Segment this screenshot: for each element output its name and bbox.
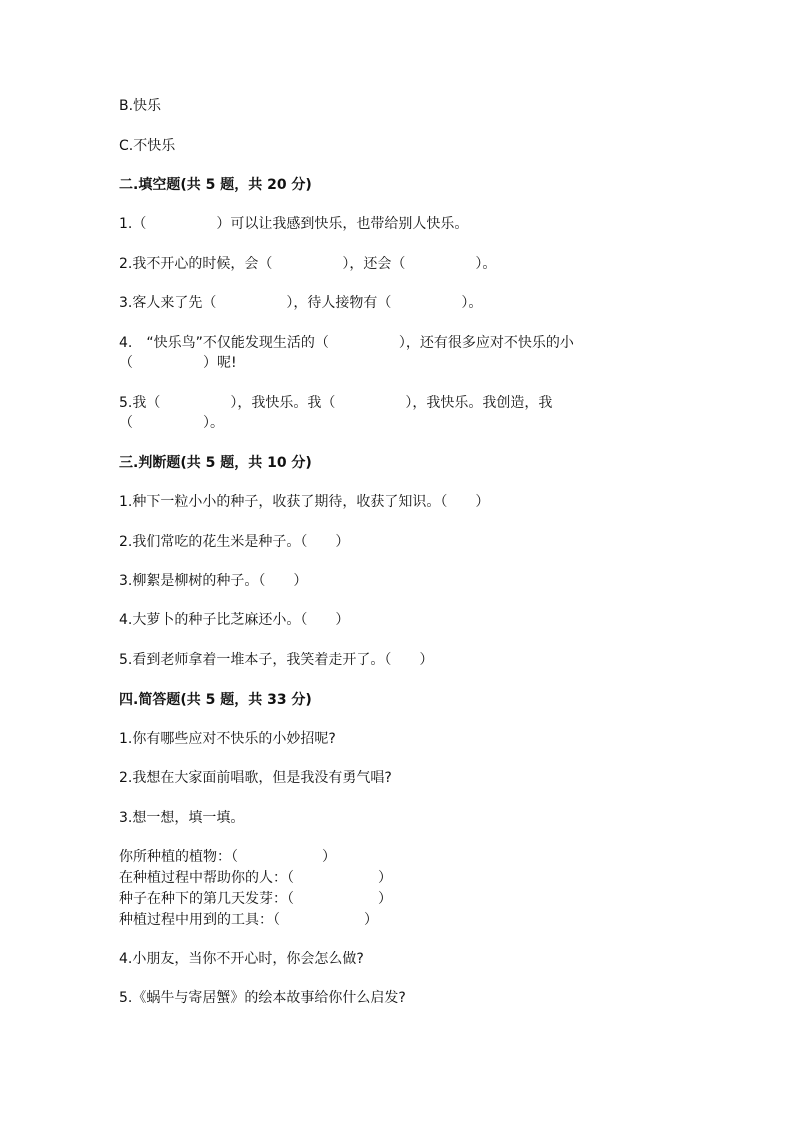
true-false-question-1: 1.种下一粒小小的种子，收获了期待，收获了知识。（ ）	[119, 494, 490, 510]
short-answer-question-1: 1.你有哪些应对不快乐的小妙招呢?	[119, 731, 336, 747]
short-answer-question-4: 4.小朋友，当你不开心时，你会怎么做?	[119, 951, 364, 967]
short-answer-question-5: 5.《蜗牛与寄居蟹》的绘本故事给你什么启发?	[119, 990, 406, 1006]
section-heading-short-answer: 四.简答题(共 5 题，共 33 分)	[119, 692, 312, 708]
short-answer-question-3-sub-3: 种子在种下的第几天发芽：（ ）	[119, 891, 392, 907]
short-answer-question-3-sub-1: 你所种植的植物：（ ）	[119, 849, 336, 865]
true-false-question-4: 4.大萝卜的种子比芝麻还小。（ ）	[119, 612, 350, 628]
fill-blank-question-5-line-2: （ ）。	[119, 415, 224, 431]
option-c: C.不快乐	[119, 138, 176, 154]
fill-blank-question-4-line-2: （ ）呢!	[119, 355, 237, 371]
fill-blank-question-2: 2.我不开心的时候，会（ ），还会（ ）。	[119, 256, 497, 272]
short-answer-question-3-sub-2: 在种植过程中帮助你的人：（ ）	[119, 870, 392, 886]
short-answer-question-2: 2.我想在大家面前唱歌，但是我没有勇气唱?	[119, 770, 392, 786]
true-false-question-3: 3.柳絮是柳树的种子。（ ）	[119, 573, 308, 589]
short-answer-question-3: 3.想一想，填一填。	[119, 810, 245, 826]
fill-blank-question-3: 3.客人来了先（ ），待人接物有（ ）。	[119, 295, 483, 311]
fill-blank-question-5-line-1: 5.我（ ），我快乐。我（ ），我快乐。我创造，我	[119, 395, 553, 411]
true-false-question-5: 5.看到老师拿着一堆本子，我笑着走开了。（ ）	[119, 652, 434, 668]
fill-blank-question-1: 1.（ ）可以让我感到快乐，也带给别人快乐。	[119, 216, 469, 232]
option-b: B.快乐	[119, 98, 162, 114]
short-answer-question-3-sub-4: 种植过程中用到的工具：（ ）	[119, 912, 378, 928]
section-heading-true-false: 三.判断题(共 5 题，共 10 分)	[119, 455, 312, 471]
true-false-question-2: 2.我们常吃的花生米是种子。（ ）	[119, 534, 350, 550]
fill-blank-question-4-line-1: 4. “快乐鸟”不仅能发现生活的（ ），还有很多应对不快乐的小	[119, 335, 574, 351]
section-heading-fill-blank: 二.填空题(共 5 题，共 20 分)	[119, 177, 312, 193]
